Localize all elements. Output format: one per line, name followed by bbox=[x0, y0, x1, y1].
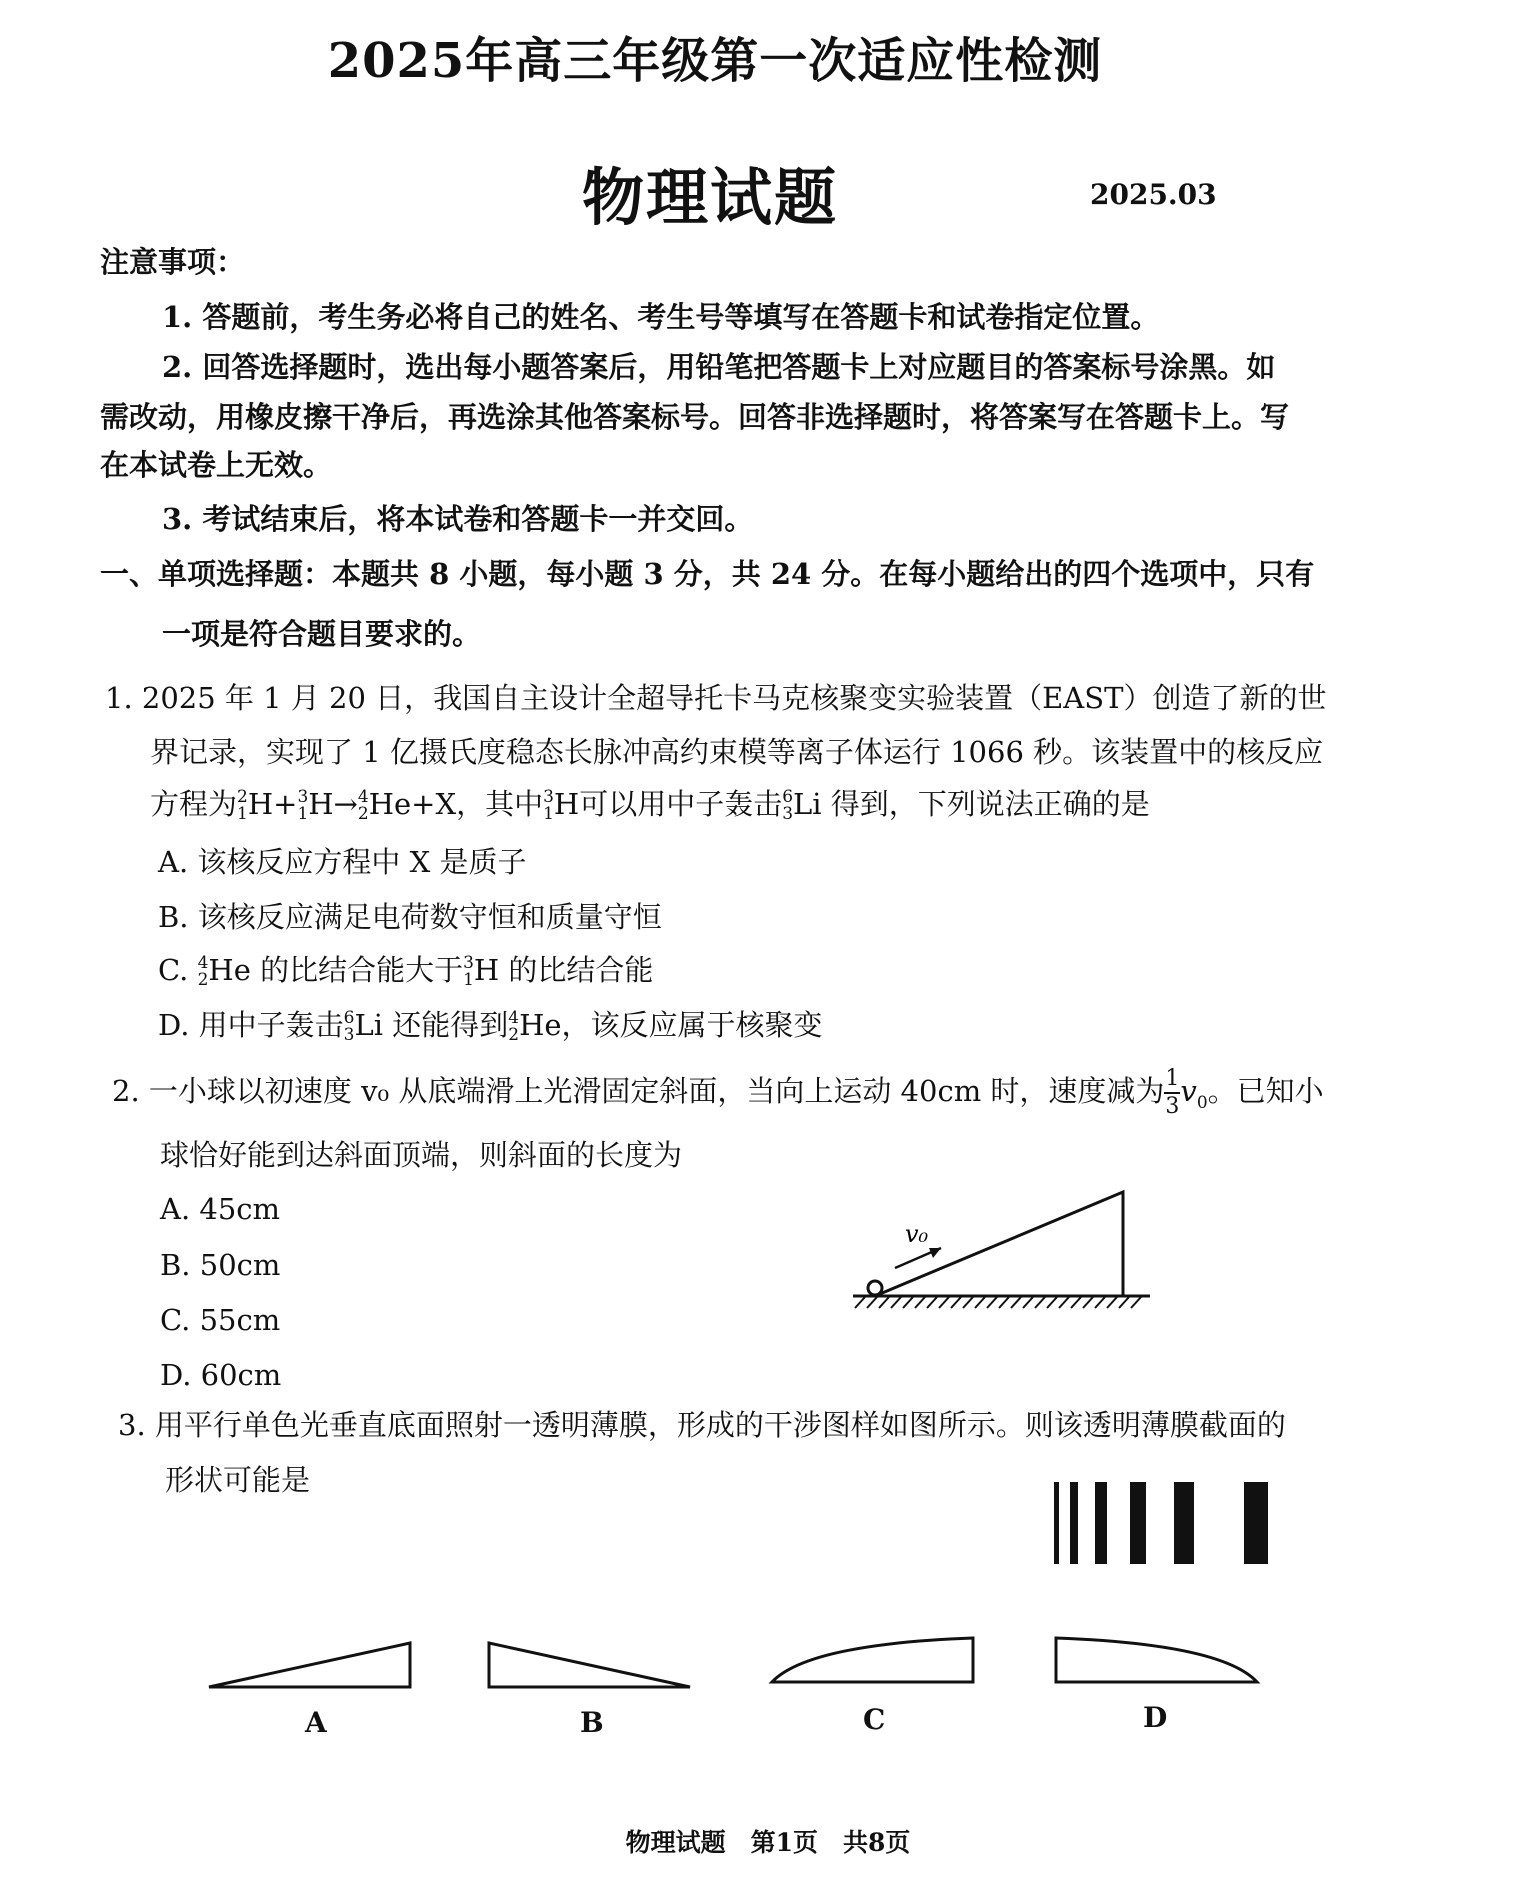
q1-line-2: 界记录，实现了 1 亿摄氏度稳态长脉冲高约束模等离子体运行 1066 秒。该装置中的核反应 bbox=[150, 735, 1324, 769]
q1-option-d: D. 用中子轰击 6 3 Li 还能得到 4 2 He，该反应属于核聚变 bbox=[158, 1008, 823, 1045]
ball bbox=[868, 1281, 882, 1295]
section-heading-cont: 一项是符合题目要求的。 bbox=[162, 617, 482, 651]
page-footer: 物理试题 第1页 共8页 bbox=[625, 1828, 911, 1857]
shape-label-d: D bbox=[1143, 1701, 1168, 1734]
q3-line-1: 3. 用平行单色光垂直底面照射一透明薄膜，形成的干涉图样如图所示。则该透明薄膜截面的 bbox=[118, 1408, 1286, 1442]
film-shape-d bbox=[1052, 1630, 1262, 1690]
q1-line-3: 方程为 2 1 H+ 3 1 H→ 4 2 He+X，其中 3 1 H可以用中子轰击 6 3 Li 得到，下列说法正确的是 bbox=[150, 787, 1150, 824]
q2-line-1: 2. 一小球以初速度 v₀ 从底端滑上光滑固定斜面，当向上运动 40cm 时，速度减为 $\frac{1}{3}$ $v_0$。已知小 bbox=[112, 1066, 1324, 1119]
subject-title: 物理试题 bbox=[581, 161, 838, 234]
v0-label: v₀ bbox=[905, 1220, 929, 1248]
q2-option-a: A. 45cm bbox=[160, 1192, 281, 1226]
shape-label-c: C bbox=[863, 1703, 886, 1736]
section-heading: 一、单项选择题：本题共 8 小题，每小题 3 分，共 24 分。在每小题给出的四个选项中，只有 bbox=[100, 557, 1315, 591]
exam-title: 2025年高三年级第一次适应性检测 bbox=[327, 33, 1103, 89]
q2-option-c: C. 55cm bbox=[160, 1303, 281, 1337]
notice-item-2: 2. 回答选择题时，选出每小题答案后，用铅笔把答题卡上对应题目的答案标号涂黑。如 bbox=[162, 350, 1276, 384]
q1-line-1: 1. 2025 年 1 月 20 日，我国自主设计全超导托卡马克核聚变实验装置（EAST）创造了新的世 bbox=[105, 681, 1327, 715]
shape-label-a: A bbox=[305, 1706, 327, 1739]
notice-item-2-cont: 需改动，用橡皮擦干净后，再选涂其他答案标号。回答非选择题时，将答案写在答题卡上。写 bbox=[100, 400, 1290, 434]
q3-line-2: 形状可能是 bbox=[165, 1463, 311, 1497]
q1-option-c: C. 4 2 He 的比结合能大于 3 1 H 的比结合能 bbox=[158, 953, 654, 990]
notice-item-3: 3. 考试结束后，将本试卷和答题卡一并交回。 bbox=[162, 502, 754, 536]
notice-heading: 注意事项： bbox=[100, 245, 246, 279]
q1-option-b: B. 该核反应满足电荷数守恒和质量守恒 bbox=[158, 900, 662, 934]
q2-line-2: 球恰好能到达斜面顶端，则斜面的长度为 bbox=[160, 1138, 683, 1172]
film-shape-b bbox=[485, 1635, 695, 1695]
fraction-one-third: $\frac{1}{3}$ bbox=[1165, 1066, 1180, 1119]
q1-option-a: A. 该核反应方程中 X 是质子 bbox=[158, 845, 527, 879]
film-shape-c bbox=[768, 1630, 978, 1690]
interference-pattern bbox=[1050, 1480, 1290, 1570]
q2-option-d: D. 60cm bbox=[160, 1358, 282, 1392]
film-shape-a bbox=[205, 1635, 415, 1695]
notice-item-1: 1. 答题前，考生务必将自己的姓名、考生号等填写在答题卡和试卷指定位置。 bbox=[162, 300, 1160, 334]
notice-item-2-end: 在本试卷上无效。 bbox=[100, 448, 333, 482]
q2-option-b: B. 50cm bbox=[160, 1248, 281, 1282]
shape-label-b: B bbox=[580, 1706, 604, 1739]
exam-date: 2025.03 bbox=[1090, 178, 1217, 211]
incline-figure bbox=[845, 1180, 1165, 1310]
